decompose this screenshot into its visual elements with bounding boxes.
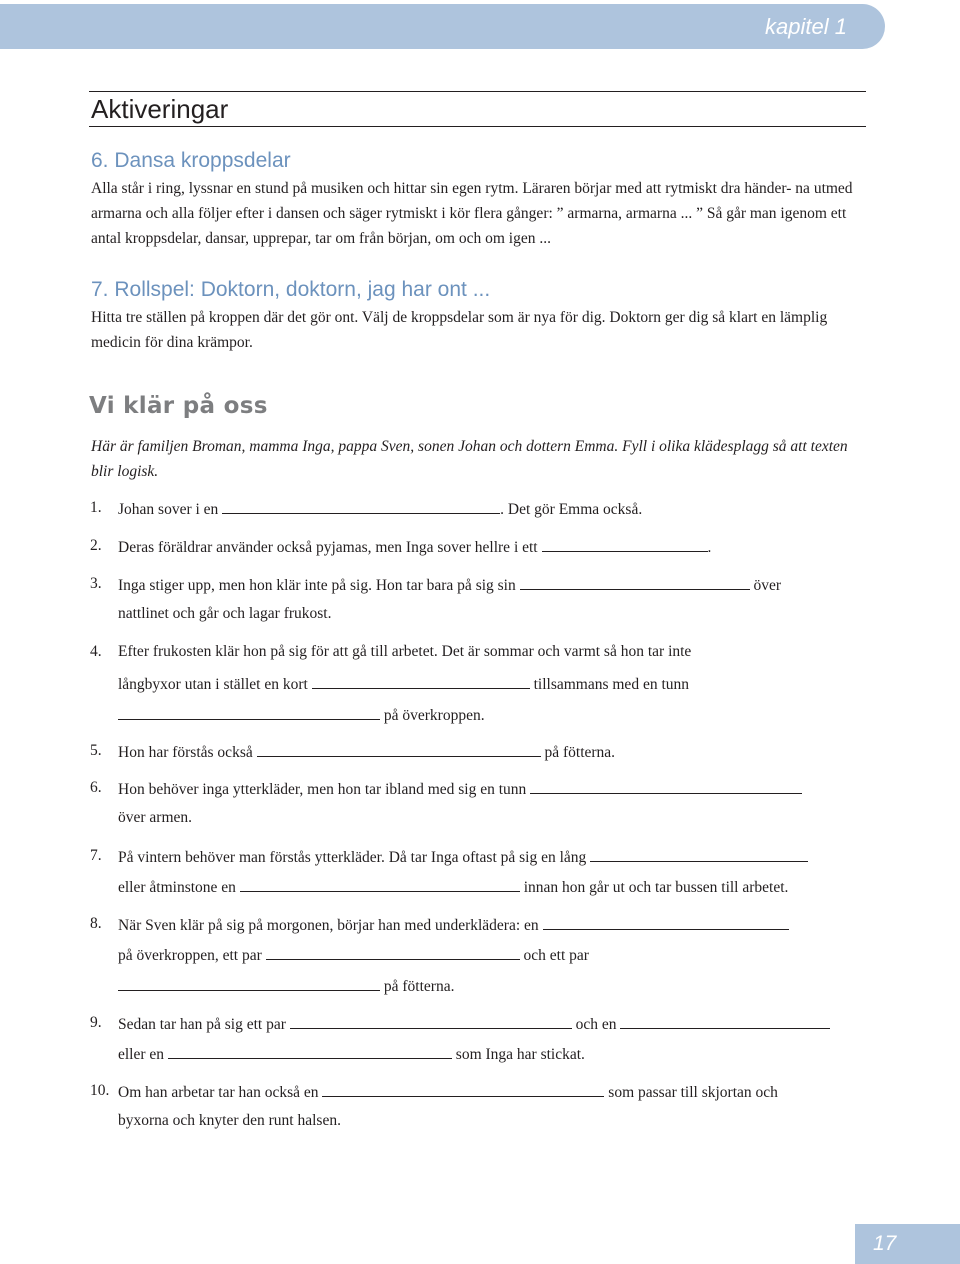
- exercise-2: [118, 537, 711, 557]
- exercise-7-line-1: [118, 847, 808, 867]
- exercise-6-number: 6.: [90, 779, 102, 796]
- exercise-1: [118, 499, 642, 519]
- exercise-2-text-b: .: [707, 539, 712, 556]
- exercise-4-text-c: tillsammans med en tunn: [533, 676, 690, 693]
- exercise-10-text-b: som passar till skjortan och: [608, 1084, 778, 1101]
- exercise-1-text-b: . Det gör Emma också.: [500, 501, 643, 518]
- exercise-7-text-c: innan hon går ut och tar bussen till arbetet.: [523, 879, 789, 896]
- exercise-9-line-2: [118, 1044, 585, 1064]
- exercise-8-text-a: När Sven klär på sig på morgonen, börjar han med underklädera: en: [118, 917, 539, 934]
- exercise-9-blank-2[interactable]: [620, 1014, 830, 1029]
- activity-7-text: Hitta tre ställen på kroppen där det gör ont. Välj de kroppsdelar som är nya för dig. Doktorn ger dig så klart en lämplig medicin för dina krämpor.: [91, 309, 828, 351]
- exercise-1-blank[interactable]: [222, 499, 500, 514]
- exercise-7-number: 7.: [90, 847, 102, 864]
- exercise-9-line-1: [118, 1014, 830, 1034]
- exercise-6-blank[interactable]: [530, 779, 802, 794]
- exercise-8-blank-2[interactable]: [266, 945, 520, 960]
- section-heading: Vi klär på oss: [89, 393, 268, 419]
- exercise-8-text-d: på fötterna.: [383, 978, 455, 995]
- exercise-2-number: 2.: [90, 537, 102, 554]
- exercise-7-text-a: På vintern behöver man förstås ytterkläder. Då tar Inga oftast på sig en lång: [118, 849, 587, 866]
- exercise-3-line-1: [118, 575, 781, 595]
- exercise-7-blank-2[interactable]: [240, 877, 520, 892]
- exercise-10-line-1: [118, 1082, 778, 1102]
- activity-6-heading: 6. Dansa kroppsdelar: [91, 149, 291, 172]
- exercise-10-blank[interactable]: [322, 1082, 604, 1097]
- page-title: Aktiveringar: [91, 94, 229, 124]
- exercise-8-text-b: på överkroppen, ett par: [118, 947, 262, 964]
- exercise-9-number: 9.: [90, 1014, 102, 1031]
- page-number: 17: [873, 1232, 897, 1255]
- exercise-5: [118, 742, 615, 762]
- exercise-6-line-1: [118, 779, 802, 799]
- exercise-3-line-2: nattlinet och går och lagar frukost.: [118, 605, 332, 622]
- exercise-5-text-b: på fötterna.: [544, 744, 616, 761]
- exercise-6-text-a: Hon behöver inga ytterkläder, men hon tar ibland med sig en tunn: [118, 781, 527, 798]
- exercise-3-text-b: över: [753, 577, 782, 594]
- exercise-2-blank[interactable]: [542, 537, 708, 552]
- exercise-8-blank-3[interactable]: [118, 976, 380, 991]
- exercise-4-line-3: [118, 705, 485, 725]
- exercise-8-blank-1[interactable]: [543, 915, 789, 930]
- chapter-header-band: [0, 4, 885, 49]
- exercise-4-text-b: långbyxor utan i stället en kort: [118, 676, 308, 693]
- section-intro: Här är familjen Broman, mamma Inga, pappa Sven, sonen Johan och dottern Emma. Fyll i olika klädesplagg så att texten blir logisk.: [91, 438, 848, 480]
- exercise-10-line-2: byxorna och knyter den runt halsen.: [118, 1112, 341, 1129]
- exercise-2-text-a: Deras föräldrar använder också pyjamas, men Inga sover hellre i ett: [118, 539, 538, 556]
- exercise-9-text-c: eller en: [118, 1046, 165, 1063]
- exercise-4-blank-2[interactable]: [118, 705, 380, 720]
- title-rule-bottom: [89, 126, 866, 127]
- chapter-label: kapitel 1: [765, 14, 847, 39]
- exercise-7-blank-1[interactable]: [590, 847, 808, 862]
- exercise-10-text-a: Om han arbetar tar han också en: [118, 1084, 319, 1101]
- exercise-5-number: 5.: [90, 742, 102, 759]
- exercise-4-blank-1[interactable]: [312, 674, 530, 689]
- exercise-8-line-1: [118, 915, 789, 935]
- exercise-10-number: 10.: [90, 1082, 110, 1099]
- exercise-1-text-a: Johan sover i en: [118, 501, 219, 518]
- exercise-4-line-1: Efter frukosten klär hon på sig för att gå till arbetet. Det är sommar och varmt så hon tar inte: [118, 643, 692, 660]
- exercise-3-number: 3.: [90, 575, 102, 592]
- exercise-9-text-b: och en: [575, 1016, 617, 1033]
- exercise-9-text-a: Sedan tar han på sig ett par: [118, 1016, 286, 1033]
- exercise-8-line-2: [118, 945, 589, 965]
- page-number-box: [855, 1224, 960, 1264]
- exercise-8-text-c: och ett par: [523, 947, 589, 964]
- title-rule-top: [89, 91, 866, 92]
- exercise-7-line-2: [118, 877, 788, 897]
- exercise-5-blank[interactable]: [257, 742, 541, 757]
- exercise-4-line-2: [118, 674, 689, 694]
- exercise-4-text-d: på överkroppen.: [383, 707, 485, 724]
- exercise-4-number: 4.: [90, 643, 102, 660]
- exercise-6-line-2: över armen.: [118, 809, 193, 826]
- activity-6-text: Alla står i ring, lyssnar en stund på musiken och hittar sin egen rytm. Läraren börjar med att rytmiskt dra händer- na utmed armarna och alla följer efter i dansen och säger rytmiskt i kör flera gånger: ” armarna, armarna ... ” Så går man igenom ett antal kroppsdelar, dansar, upprepar, tar om från början, om och om igen ...: [91, 180, 853, 247]
- exercise-8-number: 8.: [90, 915, 102, 932]
- activity-7-heading: 7. Rollspel: Doktorn, doktorn, jag har ont ...: [91, 278, 491, 301]
- exercise-3-text-a: Inga stiger upp, men hon klär inte på sig. Hon tar bara på sig sin: [118, 577, 516, 594]
- exercise-9-text-d: som Inga har stickat.: [455, 1046, 585, 1063]
- exercise-9-blank-1[interactable]: [290, 1014, 572, 1029]
- exercise-8-line-3: [118, 976, 454, 996]
- exercise-7-text-b: eller åtminstone en: [118, 879, 236, 896]
- exercise-9-blank-3[interactable]: [168, 1044, 452, 1059]
- exercise-3-blank[interactable]: [520, 575, 750, 590]
- exercise-5-text-a: Hon har förstås också: [118, 744, 253, 761]
- exercise-1-number: 1.: [90, 499, 102, 516]
